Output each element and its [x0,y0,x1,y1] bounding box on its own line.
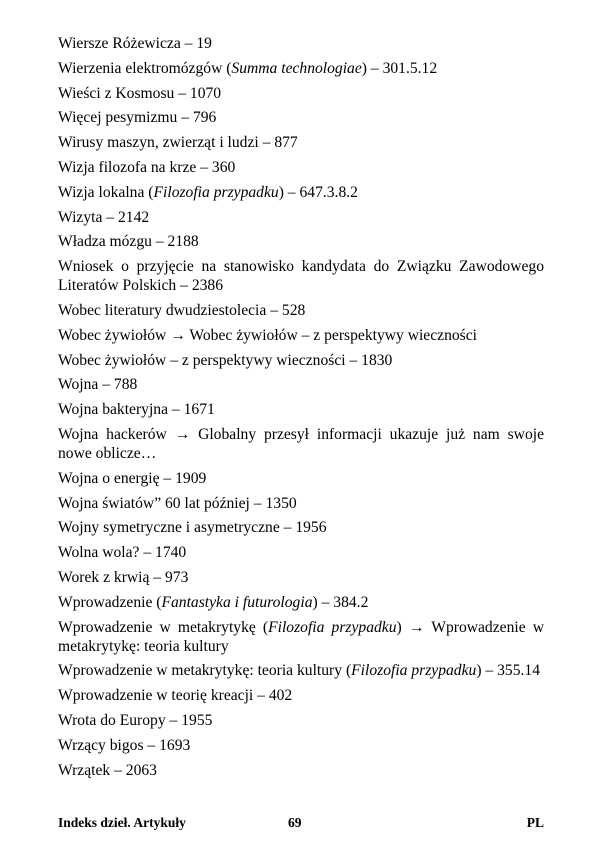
entry-text: Wiersze Różewicza – 19 [58,35,212,52]
entry-text: Wojna światów” 60 lat później – 1350 [58,494,297,512]
entry-text: Wprowadzenie w teorię kreacji – 402 [58,687,293,705]
index-entry [58,108,544,127]
index-list [58,34,544,785]
entry-text: Wizja filozofa na krze – 360 [58,158,236,176]
entry-text: ) → Wprowadzenie w metakrytykę: teoria kultury [58,618,544,655]
index-entry [58,425,544,463]
entry-text: Wirusy maszyn, zwierząt i ludzi – 877 [58,134,298,152]
entry-text: Wojna – 788 [58,376,138,394]
index-entry [58,351,544,370]
entry-text: Wprowadzenie w metakrytykę: teoria kultury ( [58,662,352,680]
index-entry [58,761,544,780]
index-entry [58,34,544,53]
index-entry [58,469,544,488]
index-entry [58,232,544,251]
index-entry [58,593,544,612]
entry-text: Wojna hackerów → Globalny przesył informacji ukazuje już nam swoje nowe oblicze… [58,425,544,462]
entry-source-title: Filozofia przypadku [268,618,397,636]
index-entry [58,301,544,320]
entry-source-title: Filozofia przypadku [351,662,477,680]
index-entry [58,326,544,345]
entry-text: Wojny symetryczne i asymetryczne – 1956 [58,519,327,537]
index-entry [58,518,544,537]
entry-text: Wieści z Kosmosu – 1070 [58,84,222,102]
entry-text: Wolna wola? – 1740 [58,544,187,562]
entry-text: ) – 301.5.12 [361,59,438,77]
entry-source-title: Filozofia przypadku [153,183,279,201]
index-entry [58,257,544,295]
index-entry [58,686,544,705]
entry-text: Worek z krwią – 973 [58,568,189,586]
index-entry [58,711,544,730]
footer-language: PL [526,815,544,830]
entry-text: Wierzenia elektromózgów ( [58,59,232,77]
entry-text: Wrota do Europy – 1955 [58,711,213,729]
index-entry [58,568,544,587]
page-number: 69 [288,815,302,830]
entry-text: ) – 355.14 [476,662,540,680]
entry-source-title: Fantastyka i futurologia [161,593,313,611]
index-entry [58,375,544,394]
index-entry [58,736,544,755]
index-entry [58,84,544,103]
page-footer [58,815,544,835]
entry-text: Wprowadzenie ( [58,593,162,611]
entry-text: Wobec żywiołów → Wobec żywiołów – z perspektywy wieczności [58,326,477,344]
index-entry [58,618,544,656]
entry-text: Wizja lokalna ( [58,183,154,201]
entry-text: Wojna bakteryjna – 1671 [58,401,215,419]
entry-text: Wobec literatury dwudziestolecia – 528 [58,301,306,319]
index-entry [58,59,544,78]
entry-text: Wprowadzenie w metakrytykę ( [58,618,269,636]
index-entry [58,158,544,177]
index-entry [58,543,544,562]
entry-text: ) – 647.3.8.2 [278,183,358,201]
index-entry [58,208,544,227]
entry-text: Więcej pesymizmu – 796 [58,109,217,127]
entry-text: Władza mózgu – 2188 [58,233,199,251]
index-entry [58,400,544,419]
entry-text: ) – 384.2 [312,593,369,611]
index-entry [58,494,544,513]
index-entry [58,661,544,680]
entry-text: Wniosek o przyjęcie na stanowisko kandydata do Związku Zawodowego Literatów Polskich – 2386 [58,258,544,295]
entry-text: Wizyta – 2142 [58,208,150,226]
entry-text: Wrzątek – 2063 [58,761,157,779]
entry-text: Wrzący bigos – 1693 [58,736,191,754]
entry-text: Wobec żywiołów – z perspektywy wieczności – 1830 [58,351,393,369]
entry-source-title: Summa technologiae [231,59,362,77]
index-entry [58,183,544,202]
footer-section-title: Indeks dzieł. Artykuły [58,815,186,830]
entry-text: Wojna o energię – 1909 [58,469,207,487]
index-entry [58,133,544,152]
